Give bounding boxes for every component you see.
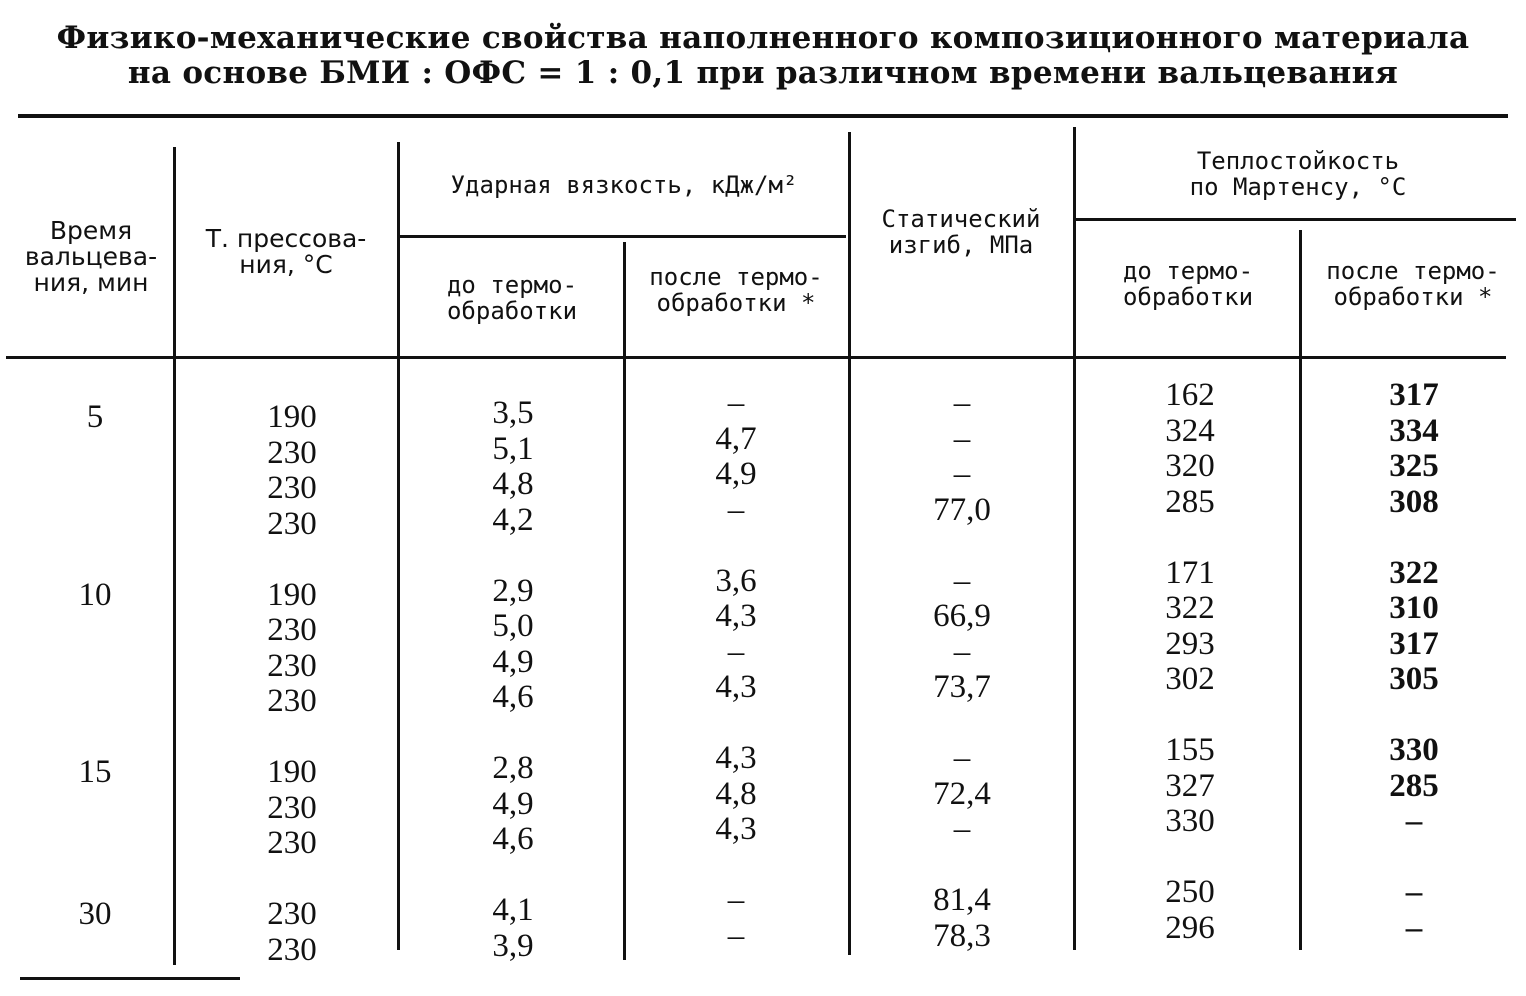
column-rolling-time bbox=[20, 400, 170, 968]
martens-before-cell: 250 bbox=[1165, 874, 1215, 910]
col-divider-3 bbox=[623, 242, 626, 960]
martens-before-cell: 171 bbox=[1165, 554, 1215, 591]
impact-before-cell: 5,0 bbox=[492, 608, 534, 644]
impact-after-cell: – bbox=[727, 882, 745, 918]
impact-after-cell: 4,3 bbox=[715, 740, 757, 776]
header-bottom-rule bbox=[6, 356, 1506, 359]
impact-before-cell: 4,9 bbox=[492, 785, 534, 822]
rolling-time-cell: 10 bbox=[78, 576, 112, 613]
press-temp-cell: 230 bbox=[267, 896, 317, 932]
bending-cell: 66,9 bbox=[933, 598, 991, 634]
martens-after-cell: 330 bbox=[1389, 732, 1439, 768]
header-time: Время вальцева- ния, мин bbox=[24, 216, 158, 297]
impact-after-cell: 4,8 bbox=[715, 775, 757, 812]
bending-cell: – bbox=[953, 633, 971, 670]
press-temp-cell: 230 bbox=[267, 825, 317, 861]
rolling-time-cell: 30 bbox=[78, 896, 112, 932]
martens-after-cell: – bbox=[1405, 909, 1423, 946]
impact-before-cell: 2,8 bbox=[492, 750, 534, 786]
impact-subheader-rule bbox=[400, 235, 846, 238]
impact-before-cell: 4,2 bbox=[492, 501, 534, 538]
martens-before-cell: 322 bbox=[1165, 590, 1215, 626]
bottom-rule bbox=[20, 977, 240, 980]
header-martens-before: до термо- обработки bbox=[1122, 257, 1254, 311]
martens-before-cell: 296 bbox=[1165, 909, 1215, 946]
press-temp-cell: 230 bbox=[267, 505, 317, 542]
martens-before-cell: 155 bbox=[1165, 732, 1215, 768]
bending-cell: – bbox=[953, 456, 971, 492]
martens-before-cell: 320 bbox=[1165, 448, 1215, 484]
martens-after-cell: 334 bbox=[1389, 412, 1439, 449]
table-title-line-1: Физико-механические свойства наполненного композиционного материала bbox=[56, 20, 1470, 56]
column-bending bbox=[852, 386, 1072, 954]
column-impact-before bbox=[406, 396, 620, 964]
martens-after-cell: 285 bbox=[1389, 767, 1439, 804]
header-martens-group: Теплостойкость по Мартенсу, °С bbox=[1189, 147, 1407, 201]
press-temp-cell: 230 bbox=[267, 931, 317, 968]
column-martens-before bbox=[1080, 378, 1300, 946]
martens-before-cell: 162 bbox=[1165, 377, 1215, 413]
impact-before-cell: 3,5 bbox=[492, 395, 534, 431]
rolling-time-cell: 5 bbox=[86, 399, 104, 435]
col-divider-1 bbox=[173, 147, 176, 965]
bending-cell: 81,4 bbox=[933, 882, 991, 918]
bending-cell: 77,0 bbox=[933, 491, 991, 528]
martens-before-cell: 330 bbox=[1165, 803, 1215, 839]
impact-before-cell: 2,9 bbox=[492, 572, 534, 609]
martens-after-cell: 317 bbox=[1389, 625, 1439, 662]
impact-after-cell: – bbox=[727, 385, 745, 421]
header-impact-before: до термо- обработки bbox=[446, 271, 578, 325]
impact-before-cell: 3,9 bbox=[492, 927, 534, 964]
press-temp-cell: 230 bbox=[267, 470, 317, 506]
martens-after-cell: – bbox=[1405, 874, 1423, 910]
bending-cell: – bbox=[953, 811, 971, 847]
impact-before-cell: 4,9 bbox=[492, 643, 534, 680]
impact-after-cell: – bbox=[727, 491, 745, 528]
martens-after-cell: 317 bbox=[1389, 377, 1439, 413]
press-temp-cell: 230 bbox=[267, 789, 317, 826]
impact-after-cell: 4,9 bbox=[715, 456, 757, 492]
martens-after-cell: 305 bbox=[1389, 661, 1439, 697]
martens-before-cell: 324 bbox=[1165, 412, 1215, 449]
col-divider-5 bbox=[1073, 127, 1076, 950]
impact-before-cell: 5,1 bbox=[492, 430, 534, 467]
impact-after-cell: 4,3 bbox=[715, 598, 757, 634]
bending-cell: 72,4 bbox=[933, 775, 991, 812]
martens-before-cell: 327 bbox=[1165, 767, 1215, 804]
col-divider-4 bbox=[848, 132, 851, 955]
column-press-temp bbox=[182, 400, 402, 968]
header-martens-after: после термо- обработки * bbox=[1326, 257, 1500, 311]
bending-cell: – bbox=[953, 562, 971, 599]
press-temp-cell: 230 bbox=[267, 683, 317, 719]
table-title-line-2: на основе БМИ : ОФС = 1 : 0,1 при различном времени вальцевания bbox=[127, 55, 1399, 91]
bending-cell: – bbox=[953, 740, 971, 776]
impact-after-cell: – bbox=[727, 917, 745, 954]
bending-cell: – bbox=[953, 420, 971, 457]
impact-after-cell: 4,3 bbox=[715, 811, 757, 847]
press-temp-cell: 230 bbox=[267, 612, 317, 648]
rolling-time-cell: 15 bbox=[78, 754, 112, 790]
header-impact-after: после термо- обработки * bbox=[649, 263, 823, 317]
press-temp-cell: 230 bbox=[267, 647, 317, 684]
martens-after-cell: 310 bbox=[1389, 590, 1439, 626]
impact-before-cell: 4,8 bbox=[492, 466, 534, 502]
press-temp-cell: 190 bbox=[267, 576, 317, 613]
martens-after-cell: 322 bbox=[1389, 554, 1439, 591]
impact-after-cell: 4,7 bbox=[715, 420, 757, 457]
martens-after-cell: 325 bbox=[1389, 448, 1439, 484]
column-impact-after bbox=[628, 386, 844, 954]
impact-before-cell: 4,6 bbox=[492, 821, 534, 857]
impact-before-cell: 4,6 bbox=[492, 679, 534, 715]
bending-cell: 78,3 bbox=[933, 917, 991, 954]
martens-after-cell: 308 bbox=[1389, 483, 1439, 520]
martens-after-cell: – bbox=[1405, 803, 1423, 839]
press-temp-cell: 190 bbox=[267, 399, 317, 435]
top-rule bbox=[18, 114, 1508, 118]
bending-cell: 73,7 bbox=[933, 669, 991, 705]
header-impact-group: Ударная вязкость, кДж/м² bbox=[450, 171, 798, 199]
header-press-temp: Т. прессова- ния, °С bbox=[205, 224, 367, 279]
impact-after-cell: – bbox=[727, 633, 745, 670]
press-temp-cell: 190 bbox=[267, 754, 317, 790]
column-martens-after bbox=[1304, 378, 1524, 946]
martens-before-cell: 293 bbox=[1165, 625, 1215, 662]
bending-cell: – bbox=[953, 385, 971, 421]
impact-before-cell: 4,1 bbox=[492, 892, 534, 928]
martens-before-cell: 285 bbox=[1165, 483, 1215, 520]
header-bending: Статический изгиб, МПа bbox=[881, 205, 1041, 259]
martens-before-cell: 302 bbox=[1165, 661, 1215, 697]
impact-after-cell: 3,6 bbox=[715, 562, 757, 599]
press-temp-cell: 230 bbox=[267, 434, 317, 471]
martens-subheader-rule bbox=[1076, 218, 1516, 221]
impact-after-cell: 4,3 bbox=[715, 669, 757, 705]
